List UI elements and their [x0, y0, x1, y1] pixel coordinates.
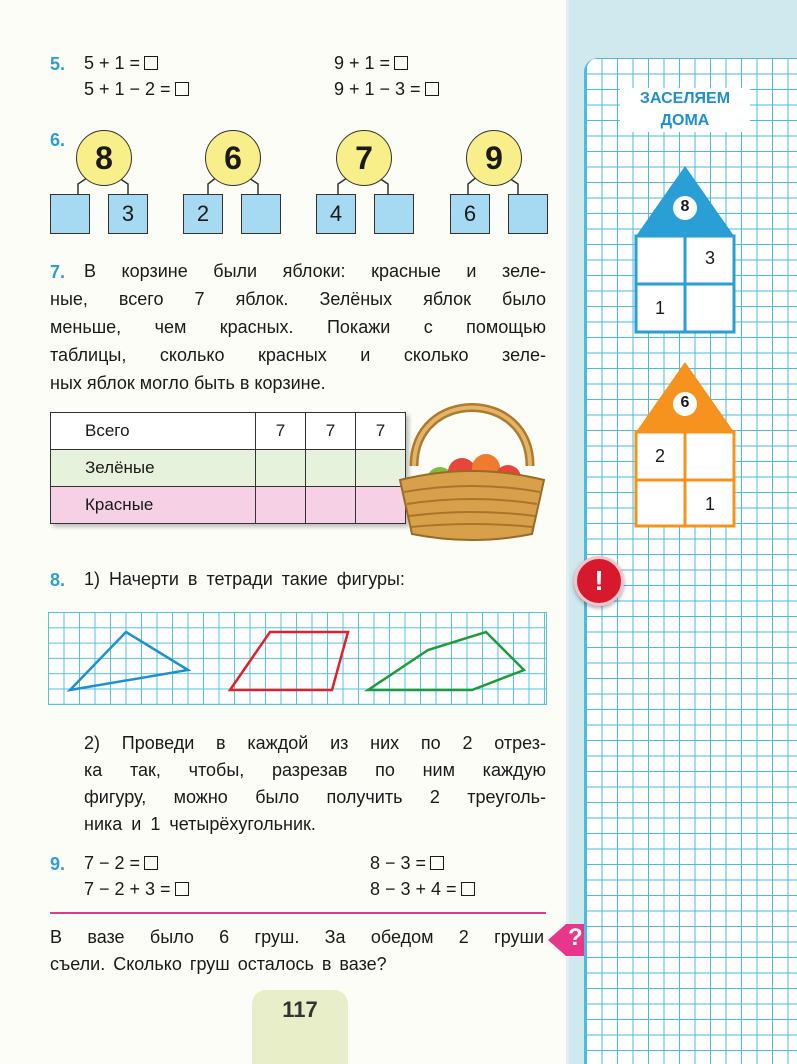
exercise-8-number: 8.: [50, 570, 66, 590]
house-cell: 3: [704, 248, 715, 268]
answer-box[interactable]: [461, 882, 475, 896]
sidebar-title-line: ДОМА: [660, 112, 710, 129]
exercise-6-number: 6.: [50, 130, 66, 150]
table-cell: 7: [256, 413, 306, 450]
table-row-green: [51, 450, 406, 487]
ex5-eq-2: 5 + 1 − 2 =: [84, 76, 189, 102]
ex8-task-1: 1) Начерти в тетради такие фигуры:: [84, 569, 405, 589]
blue-triangle: [70, 632, 188, 690]
ex8-task-2-line: ника и 1 четырёхугольник.: [84, 814, 316, 834]
word-problem-line: съели. Сколько груш осталось в вазе?: [50, 954, 387, 974]
ex5-eq-3: 9 + 1 =: [334, 50, 408, 76]
house-roof-number: 6: [680, 394, 690, 411]
exercise-7-number: 7.: [50, 262, 66, 282]
ex8-task-2-line: 2) Проведи в каждой из них по 2 отрез-: [84, 733, 546, 753]
table-cell[interactable]: [256, 487, 306, 524]
house-cell: 2: [654, 446, 665, 466]
sidebar-title: [620, 88, 750, 132]
red-parallelogram: [230, 632, 348, 690]
ex8-task-2-line: фигуру, можно было получить 2 треуголь-: [84, 787, 546, 807]
number-circle: 6: [205, 130, 261, 186]
number-circle: 8: [76, 130, 132, 186]
row-label: Всего: [51, 413, 256, 450]
number-circle: 9: [466, 130, 522, 186]
ex7-text-line: ные, всего 7 яблок. Зелёных яблок было: [50, 289, 546, 309]
table-cell[interactable]: [306, 487, 356, 524]
table-row-total: [51, 413, 406, 450]
house-cell: 1: [704, 494, 715, 514]
green-pentagon: [368, 632, 524, 690]
exercise-5-number: 5.: [50, 54, 66, 74]
ex5-eq-1: 5 + 1 =: [84, 50, 158, 76]
ex7-text-line: В корзине были яблоки: красные и зеле-: [84, 261, 546, 281]
table-cell[interactable]: [306, 450, 356, 487]
ex9-eq-3: 8 − 3 =: [370, 850, 444, 876]
number-square: 2: [183, 194, 223, 234]
row-label: Красные: [51, 487, 256, 524]
table-cell: 7: [356, 413, 406, 450]
word-problem-line: В вазе было 6 груш. За обедом 2 груши: [50, 927, 544, 947]
ex7-text-line: ных яблок могло быть в корзине.: [50, 373, 326, 393]
table-cell: 7: [306, 413, 356, 450]
ex7-text-line: таблицы, сколько красных и сколько зеле-: [50, 345, 546, 365]
warning-icon: !: [574, 556, 624, 606]
ex9-eq-2: 7 − 2 + 3 =: [84, 876, 189, 902]
number-circle: 7: [336, 130, 392, 186]
question-mark-icon: ?: [568, 924, 583, 951]
apples-table: [50, 412, 406, 524]
number-square: 3: [108, 194, 148, 234]
answer-square[interactable]: [241, 194, 281, 234]
ex8-task-2-line: ка так, чтобы, разрезав по ним каждую: [84, 760, 546, 780]
figures-drawing: [48, 612, 546, 704]
apple-basket-illustration: [392, 396, 552, 546]
answer-box[interactable]: [175, 882, 189, 896]
page-number: 117: [252, 990, 348, 1064]
sidebar-title-line: ЗАСЕЛЯЕМ: [639, 90, 731, 107]
number-square: 4: [316, 194, 356, 234]
answer-square[interactable]: [374, 194, 414, 234]
ex7-text-line: меньше, чем красных. Покажи с помощью: [50, 317, 546, 337]
answer-square[interactable]: [50, 194, 90, 234]
house-roof-number: 8: [680, 198, 690, 215]
ex9-eq-1: 7 − 2 =: [84, 850, 158, 876]
exercise-9-number: 9.: [50, 854, 66, 874]
table-cell[interactable]: [256, 450, 306, 487]
table-row-red: [51, 487, 406, 524]
answer-box[interactable]: [144, 856, 158, 870]
problem-divider: [50, 912, 546, 914]
ex5-eq-4: 9 + 1 − 3 =: [334, 76, 439, 102]
answer-square[interactable]: [508, 194, 548, 234]
row-label: Зелёные: [51, 450, 256, 487]
house-cell: 1: [654, 298, 665, 318]
number-square: 6: [450, 194, 490, 234]
ex9-eq-4: 8 − 3 + 4 =: [370, 876, 475, 902]
answer-box[interactable]: [430, 856, 444, 870]
